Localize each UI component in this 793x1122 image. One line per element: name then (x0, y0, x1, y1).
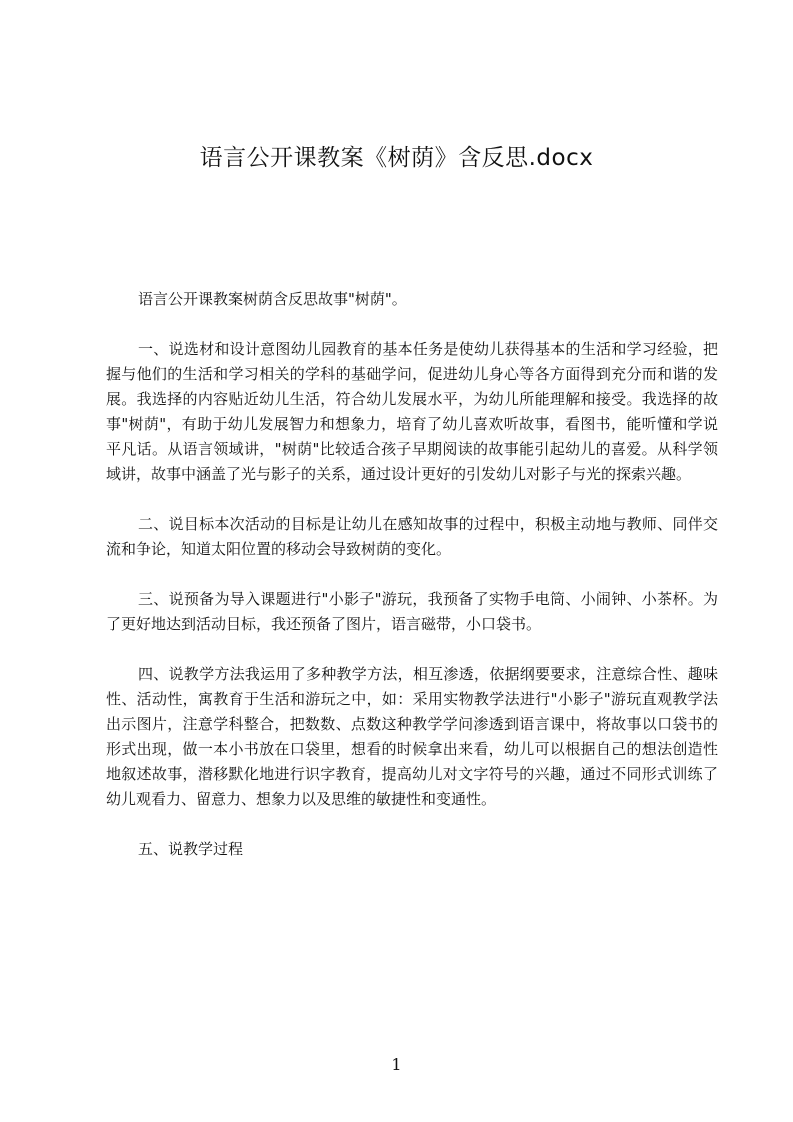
paragraph-section-1: 一、说选材和设计意图幼儿园教育的基本任务是使幼儿获得基本的生活和学习经验，把握与他们的生活和学习相关的学科的基础学问，促进幼儿身心等各方面得到充分而和谐的发展。我选择的内容贴近幼儿生活，符合幼儿发展水平，为幼儿所能理解和接受。我选择的故事"树荫"，有助于幼儿发展智力和想象力，培育了幼儿喜欢听故事，看图书，能听懂和学说平凡话。从语言领域讲，"树荫"比较适合孩子早期阅读的故事能引起幼儿的喜爱。从科学领域讲，故事中涵盖了光与影子的关系，通过设计更好的引发幼儿对影子与光的探索兴趣。 (106, 340, 718, 483)
paragraph-section-3: 三、说预备为导入课题进行"小影子"游玩，我预备了实物手电筒、小闹钟、小茶杯。为了更好地达到活动目标，我还预备了图片，语言磁带，小口袋书。 (106, 590, 718, 633)
paragraph-section-5: 五、说教学过程 (138, 840, 244, 858)
paragraph-intro: 语言公开课教案树荫含反思故事"树荫"。 (138, 290, 407, 308)
document-body (106, 287, 718, 862)
page-number: 1 (391, 1055, 402, 1074)
paragraph-section-2: 二、说目标本次活动的目标是让幼儿在感知故事的过程中，积极主动地与教师、同伴交流和争论，知道太阳位置的移动会导致树荫的变化。 (106, 515, 718, 558)
paragraph-section-4: 四、说教学方法我运用了多种教学方法，相互渗透，依据纲要要求，注意综合性、趣味性、活动性，寓教育于生活和游玩之中，如：采用实物教学法进行"小影子"游玩直观教学法出示图片，注意学科整合，把数数、点数这种教学学问渗透到语言课中，将故事以口袋书的形式出现，做一本小书放在口袋里，想看的时候拿出来看，幼儿可以根据自己的想法创造性地叙述故事，潜移默化地进行识字教育，提高幼儿对文字符号的兴趣，通过不同形式训练了幼儿观看力、留意力、想象力以及思维的敏捷性和变通性。 (106, 665, 718, 808)
document-title: 语言公开课教案《树荫》含反思.docx (199, 145, 594, 171)
